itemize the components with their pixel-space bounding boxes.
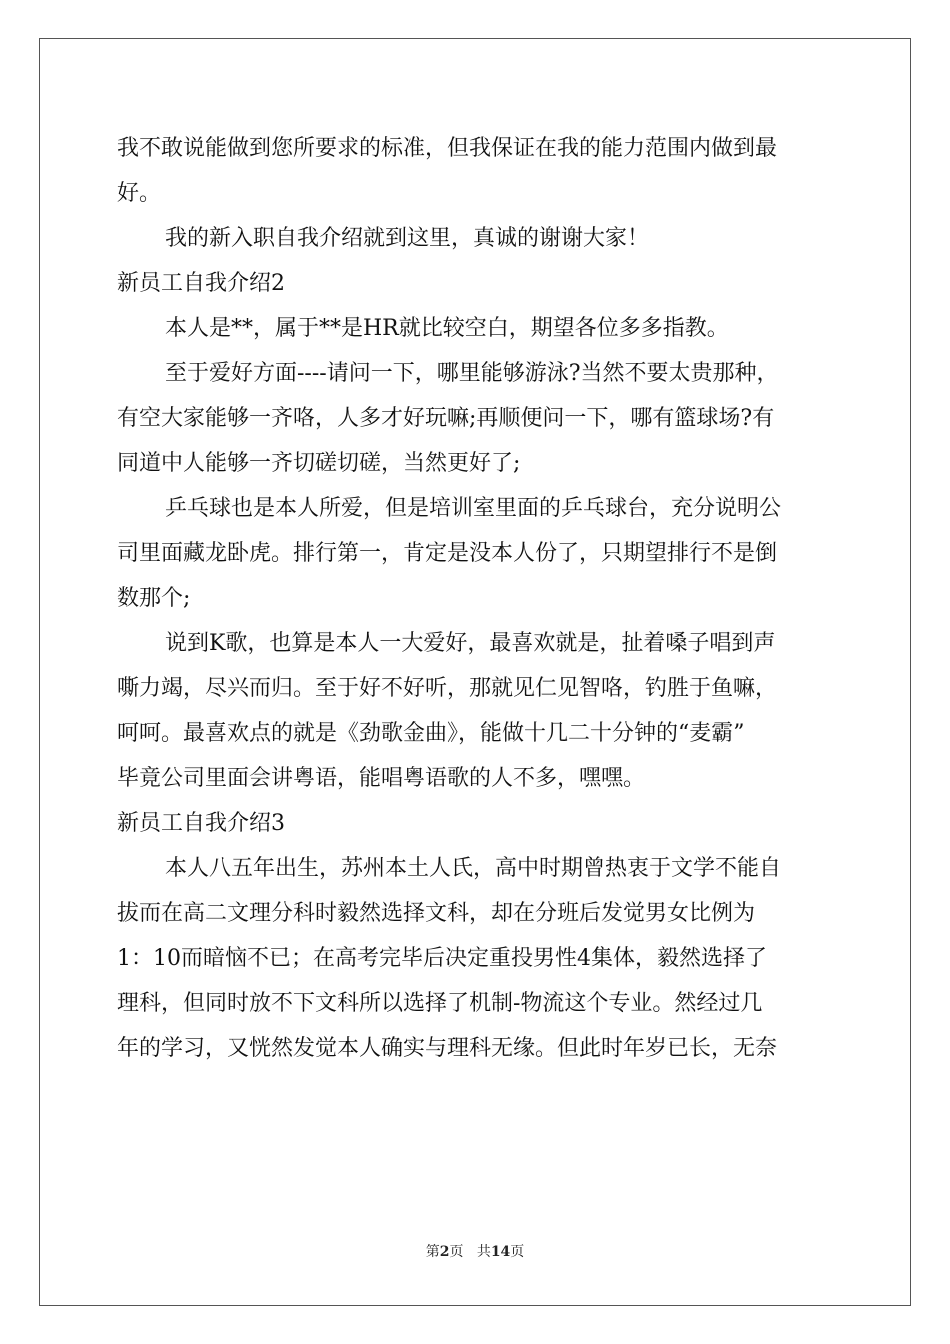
text-line: 乒乓球也是本人所爱，但是培训室里面的乒乓球台，充分说明公 — [165, 496, 782, 521]
text-line: 理科，但同时放不下文科所以选择了机制-物流这个专业。然经过几 — [117, 991, 763, 1016]
page-footer — [0, 1241, 950, 1261]
current-page-number: 2 — [439, 1244, 450, 1260]
total-page-count: 14 — [490, 1244, 511, 1260]
text-line: 呵呵。最喜欢点的就是《劲歌金曲》，能做十几二十分钟的“麦霸” — [117, 721, 745, 746]
footer-prefix: 第 — [425, 1244, 440, 1260]
text-line: 同道中人能够一齐切磋切磋，当然更好了; — [117, 451, 521, 476]
text-line: 有空大家能够一齐咯，人多才好玩嘛;再顺便问一下，哪有篮球场?有 — [117, 406, 775, 431]
text-line: 嘶力竭，尽兴而归。至于好不好听，那就见仁见智咯，钓胜于鱼嘛， — [117, 676, 778, 701]
footer-total-prefix: 共 — [476, 1244, 491, 1260]
text-line: 年的学习，又恍然发觉本人确实与理科无缘。但此时年岁已长，无奈 — [117, 1036, 778, 1061]
text-line: 我不敢说能做到您所要求的标准，但我保证在我的能力范围内做到最 — [117, 136, 778, 161]
text-line: 1：10而暗恼不已；在高考完毕后决定重投男性4集体，毅然选择了 — [117, 946, 767, 971]
text-line: 本人是**，属于**是HR就比较空白，期望各位多多指教。 — [165, 316, 729, 341]
text-line: 数那个; — [117, 586, 191, 611]
text-line: 我的新入职自我介绍就到这里，真诚的谢谢大家！ — [165, 226, 650, 251]
text-line: 毕竟公司里面会讲粤语，能唱粤语歌的人不多，嘿嘿。 — [117, 766, 646, 791]
footer-total-suffix: 页 — [510, 1244, 525, 1260]
text-line: 说到K歌，也算是本人一大爱好，最喜欢就是，扯着嗓子唱到声 — [165, 631, 776, 656]
text-line: 至于爱好方面----请问一下，哪里能够游泳?当然不要太贵那种， — [165, 361, 779, 386]
section-heading: 新员工自我介绍3 — [117, 811, 285, 836]
text-line: 司里面藏龙卧虎。排行第一，肯定是没本人份了，只期望排行不是倒 — [117, 541, 778, 566]
footer-page-suffix: 页 — [449, 1244, 464, 1260]
text-line: 好。 — [117, 181, 162, 206]
text-line: 本人八五年出生，苏州本土人氏，高中时期曾热衷于文学不能自 — [165, 856, 782, 881]
section-heading: 新员工自我介绍2 — [117, 271, 285, 296]
text-line: 拔而在高二文理分科时毅然选择文科，却在分班后发觉男女比例为 — [117, 901, 756, 926]
document-body — [117, 126, 837, 1071]
